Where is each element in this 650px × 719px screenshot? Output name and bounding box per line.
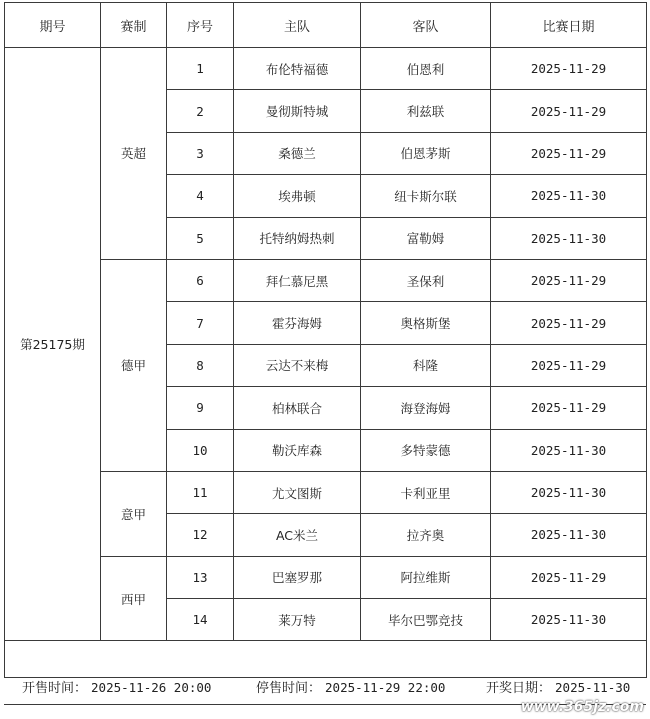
row-number: 1 bbox=[167, 48, 234, 90]
row-number: 14 bbox=[167, 599, 234, 641]
match-date: 2025-11-29 bbox=[491, 556, 647, 598]
issue-cell: 第25175期 bbox=[5, 48, 101, 641]
match-date: 2025-11-29 bbox=[491, 48, 647, 90]
row-number: 7 bbox=[167, 302, 234, 344]
home-team: 巴塞罗那 bbox=[234, 556, 361, 598]
sale-stop-label: 停售时间： bbox=[256, 680, 322, 696]
match-date: 2025-11-29 bbox=[491, 90, 647, 132]
match-date: 2025-11-29 bbox=[491, 132, 647, 174]
away-team: 富勒姆 bbox=[361, 217, 491, 259]
home-team: 柏林联合 bbox=[234, 387, 361, 429]
home-team: AC米兰 bbox=[234, 514, 361, 556]
away-team: 伯恩利 bbox=[361, 48, 491, 90]
draw-label: 开奖日期： bbox=[486, 680, 552, 696]
table-row bbox=[5, 48, 647, 90]
home-team: 霍芬海姆 bbox=[234, 302, 361, 344]
sale-start-label: 开售时间： bbox=[22, 680, 88, 696]
away-team: 奥格斯堡 bbox=[361, 302, 491, 344]
match-date: 2025-11-29 bbox=[491, 302, 647, 344]
match-schedule-table bbox=[4, 2, 647, 678]
home-team: 桑德兰 bbox=[234, 132, 361, 174]
home-team: 布伦特福德 bbox=[234, 48, 361, 90]
away-team: 科隆 bbox=[361, 344, 491, 386]
row-number: 12 bbox=[167, 514, 234, 556]
away-team: 拉齐奥 bbox=[361, 514, 491, 556]
header-issue: 期号 bbox=[5, 3, 101, 48]
away-team: 海登海姆 bbox=[361, 387, 491, 429]
row-number: 13 bbox=[167, 556, 234, 598]
away-team: 利兹联 bbox=[361, 90, 491, 132]
match-date: 2025-11-29 bbox=[491, 344, 647, 386]
header-home: 主队 bbox=[234, 3, 361, 48]
table-row bbox=[5, 471, 647, 513]
home-team: 拜仁慕尼黑 bbox=[234, 259, 361, 301]
league-cell-epl: 英超 bbox=[101, 48, 167, 260]
league-cell-la-liga: 西甲 bbox=[101, 556, 167, 641]
header-league: 赛制 bbox=[101, 3, 167, 48]
away-team: 纽卡斯尔联 bbox=[361, 175, 491, 217]
match-date: 2025-11-30 bbox=[491, 429, 647, 471]
sale-info-footer bbox=[4, 672, 646, 700]
table-row bbox=[5, 556, 647, 598]
sale-start-info bbox=[22, 677, 211, 696]
row-number: 10 bbox=[167, 429, 234, 471]
home-team: 曼彻斯特城 bbox=[234, 90, 361, 132]
home-team: 莱万特 bbox=[234, 599, 361, 641]
draw-value: 2025-11-30 bbox=[555, 679, 631, 695]
row-number: 9 bbox=[167, 387, 234, 429]
sale-stop-info bbox=[256, 677, 445, 696]
draw-date-info bbox=[486, 677, 630, 696]
league-cell-serie-a: 意甲 bbox=[101, 471, 167, 556]
home-team: 尤文图斯 bbox=[234, 471, 361, 513]
sale-stop-value: 2025-11-29 22:00 bbox=[325, 679, 446, 695]
match-date: 2025-11-30 bbox=[491, 599, 647, 641]
match-date: 2025-11-30 bbox=[491, 217, 647, 259]
match-date: 2025-11-30 bbox=[491, 514, 647, 556]
row-number: 8 bbox=[167, 344, 234, 386]
sale-start-value: 2025-11-26 20:00 bbox=[91, 679, 212, 695]
row-number: 5 bbox=[167, 217, 234, 259]
home-team: 勒沃库森 bbox=[234, 429, 361, 471]
table-row bbox=[5, 259, 647, 301]
league-cell-bundesliga: 德甲 bbox=[101, 259, 167, 471]
header-date: 比赛日期 bbox=[491, 3, 647, 48]
away-team: 阿拉维斯 bbox=[361, 556, 491, 598]
match-date: 2025-11-29 bbox=[491, 387, 647, 429]
away-team: 伯恩茅斯 bbox=[361, 132, 491, 174]
match-date: 2025-11-30 bbox=[491, 175, 647, 217]
header-row bbox=[5, 3, 647, 48]
row-number: 2 bbox=[167, 90, 234, 132]
row-number: 4 bbox=[167, 175, 234, 217]
home-team: 埃弗顿 bbox=[234, 175, 361, 217]
row-number: 3 bbox=[167, 132, 234, 174]
row-number: 6 bbox=[167, 259, 234, 301]
row-number: 11 bbox=[167, 471, 234, 513]
home-team: 云达不来梅 bbox=[234, 344, 361, 386]
site-watermark: www.365jz.com bbox=[520, 699, 644, 715]
away-team: 毕尔巴鄂竞技 bbox=[361, 599, 491, 641]
away-team: 多特蒙德 bbox=[361, 429, 491, 471]
match-date: 2025-11-30 bbox=[491, 471, 647, 513]
away-team: 圣保利 bbox=[361, 259, 491, 301]
match-date: 2025-11-29 bbox=[491, 259, 647, 301]
header-number: 序号 bbox=[167, 3, 234, 48]
header-away: 客队 bbox=[361, 3, 491, 48]
away-team: 卡利亚里 bbox=[361, 471, 491, 513]
home-team: 托特纳姆热刺 bbox=[234, 217, 361, 259]
